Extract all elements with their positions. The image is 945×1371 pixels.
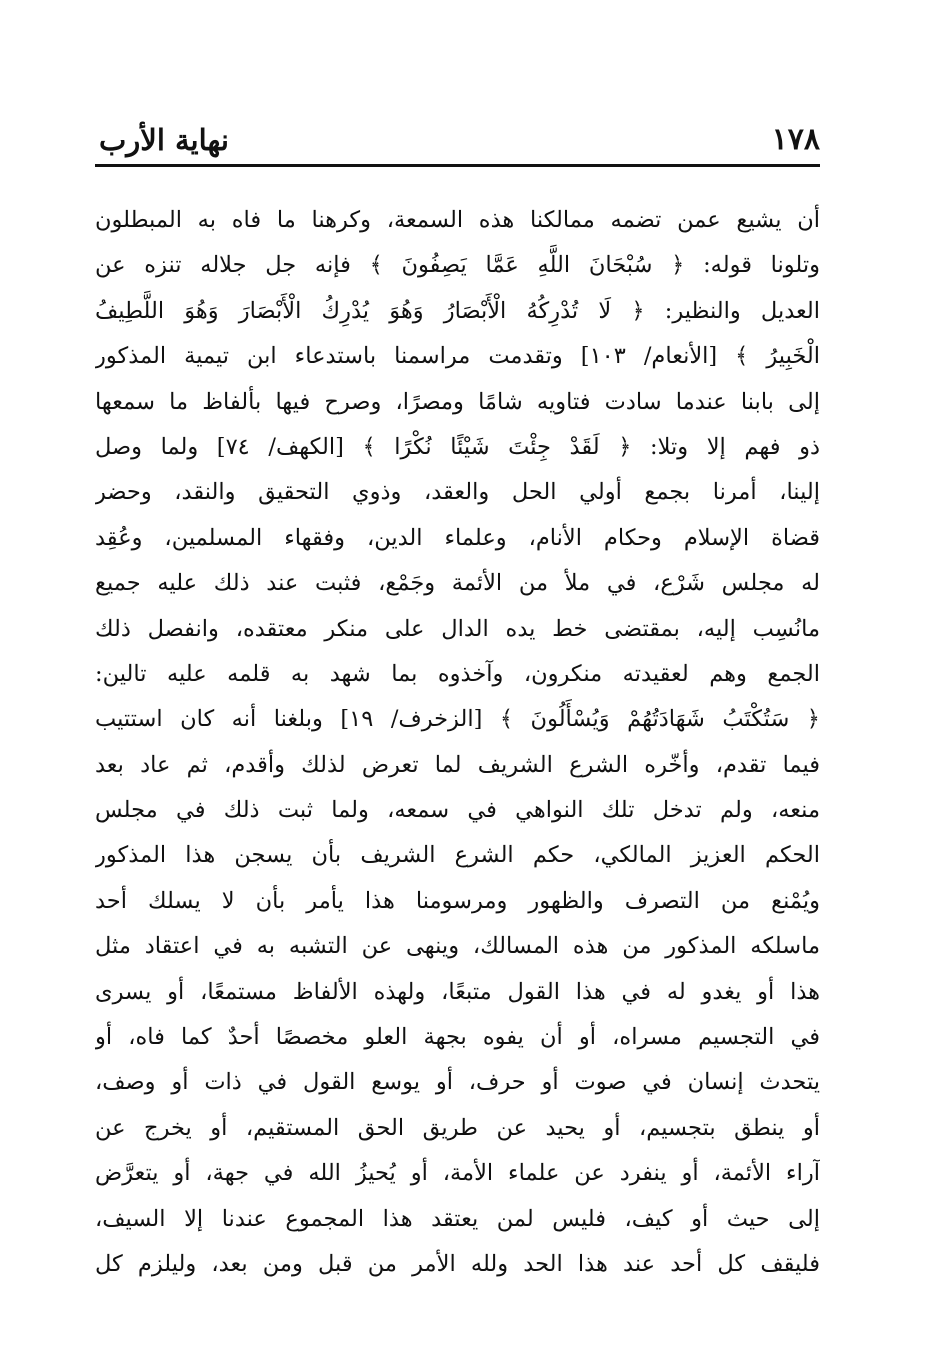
text-line: فيما تقدم، وأخّره الشرع الشريف لما تعرض لذلك وأقدم، ثم عاد بعد [95, 751, 820, 778]
text-line: أن يشيع عمن تضمه ممالكنا هذه السمعة، وكرهنا ما فاه به المبطلون [95, 207, 820, 233]
header-rule [95, 164, 820, 167]
text-line: آراء الأئمة، أو ينفرد عن علماء الأمة، أو يُحيزُ الله في جهة، أو يتعرَّض [95, 1160, 820, 1187]
text-line: يتحدث إنسان في صوت أو حرف، أو يوسع القول في ذات أو وصف، [95, 1069, 820, 1096]
text-line: هذا أو يغدو له في هذا القول متبعًا، ولهذه الألفاظ مستمعًا، أو يسرى [95, 978, 820, 1005]
text-line: أو ينطق بتجسيم، أو يحيد عن طريق الحق المستقيم، أو يخرج عن [95, 1114, 820, 1141]
text-line: ﴿ سَتُكْتَبُ شَهَادَتُهُمْ وَيُسْأَلُونَ ﴾ [الزخرف/ ١٩] وبلغنا أنه كان استتيب [95, 706, 820, 733]
book-page [95, 120, 820, 1300]
text-line: ذو فهم إلا وتلا: ﴿ لَقَدْ جِئْتَ شَيْئًا نُكْرًا ﴾ [الكهف/ ٧٤] ولما وصل [95, 433, 820, 460]
text-line: الحكم العزيز المالكي، حكم الشرع الشريف بأن يسجن هذا المذكور [95, 842, 820, 869]
text-line: ويُمْنع من التصرف والظهور ومرسومنا هذا يأمر بأن لا يسلك أحد [95, 887, 820, 914]
text-line: فليقف كل أحد عند هذا الحد ولله الأمر من قبل ومن بعد، وليلزم كل [95, 1250, 820, 1277]
text-line: له مجلس شَرْع، في ملأ من الأئمة وجَمْع، فثبت عند ذلك عليه جميع [95, 570, 820, 597]
text-line: العديل والنظير: ﴿ لَا تُدْرِكُهُ الْأَبْصَارُ وَهُوَ يُدْرِكُ الْأَبْصَارَ وَهُوَ اللَّطِيفُ [95, 297, 820, 324]
page-number: ١٧٨ [771, 122, 820, 157]
text-line: إلى بابنا عندما سادت فتاويه شامًا ومصرًا، وصرح فيها بألفاظ ما سمعها [95, 388, 820, 415]
body-text [95, 198, 820, 1287]
text-line: مانُسِب إليه، بمقتضى خط يده الدال على منكر معتقده، وانفصل ذلك [95, 615, 820, 642]
text-line: إلينا، أمرنا بجمع أولي الحل والعقد، وذوي التحقيق والنقد، وحضر [95, 479, 820, 506]
text-line: في التجسيم مسراه، أو أن يفوه بجهة العلو مخصصًا أحدٌ كما فاه، أو [95, 1024, 820, 1051]
text-line: وتلونا قوله: ﴿ سُبْحَانَ اللَّهِ عَمَّا يَصِفُونَ ﴾ فإنه جل جلاله تنزه عن [95, 252, 820, 279]
text-line: الْخَبِيرُ ﴾ [الأنعام/ ١٠٣] وتقدمت مراسمنا باستدعاء ابن تيمية المذكور [95, 343, 820, 370]
page-header [95, 120, 820, 160]
text-line: ماسلكه المذكور من هذه المسالك، وينهى عن التشبه به في اعتقاد مثل [95, 933, 820, 960]
running-title: نهاية الأرب [99, 123, 229, 157]
text-line: منعه، ولم تدخل تلك النواهي في سمعه، ولما ثبت ذلك في مجلس [95, 797, 820, 824]
text-line: إلى حيث أو كيف، فليس لمن يعتقد هذا المجموع عندنا إلا السيف، [95, 1205, 820, 1232]
text-line: قضاة الإسلام وحكام الأنام، وعلماء الدين، وفقهاء المسلمين، وعُقِد [95, 524, 820, 551]
text-line: الجمع وهم لعقيدته منكرون، وآخذوه بما شهد به قلمه عليه تالين: [95, 660, 820, 687]
